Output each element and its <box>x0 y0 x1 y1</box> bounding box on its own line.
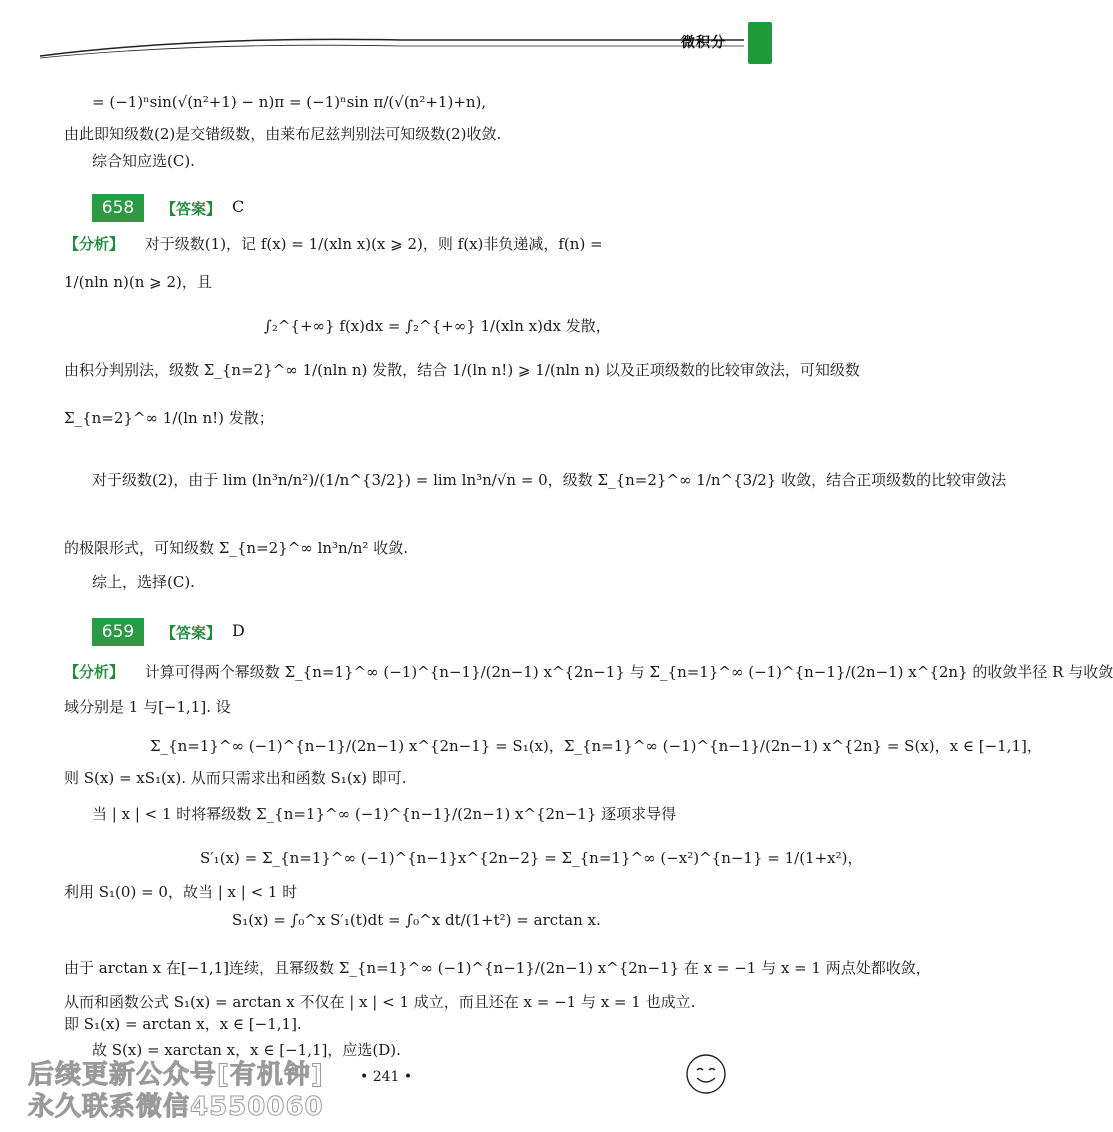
integral-line: S₁(x) = ∫₀^x S′₁(t)dt = ∫₀^x dt/(1+t²) = arctan x. <box>232 911 601 929</box>
analysis-line-4: 由积分判别法，级数 Σ_{n=2}^∞ 1/(nln n) 发散，结合 1/(ln n!) ⩾ 1/(nln n) 以及正项级数的比较审敛法，可知级数 <box>64 361 860 379</box>
analysis-label: 【分析】 <box>64 235 125 253</box>
definition-line: Σ_{n=1}^∞ (−1)^{n−1}/(2n−1) x^{2n−1} = S₁(x)，Σ_{n=1}^∞ (−1)^{n−1}/(2n−1) x^{2n} = S(x)，x ∈ [−1,1]， <box>150 737 1042 755</box>
analysis-text: 计算可得两个幂级数 Σ_{n=1}^∞ (−1)^{n−1}/(2n−1) x^{2n−1} 与 Σ_{n=1}^∞ (−1)^{n−1}/(2n−1) x^{2n} 的收敛半径 R 与收敛 <box>144 663 1113 681</box>
analysis-line-5: 当 | x | < 1 时将幂级数 Σ_{n=1}^∞ (−1)^{n−1}/(2n−1) x^{2n−1} 逐项求导得 <box>92 805 677 823</box>
watermark-line-2: 永久联系微信4550060 <box>28 1092 324 1122</box>
analysis-line-1 <box>64 662 1113 682</box>
analysis-line-10: 从而和函数公式 S₁(x) = arctan x 不仅在 | x | < 1 成立，而且还在 x = −1 与 x = 1 也成立. <box>64 993 696 1011</box>
analysis-line-9: 由于 arctan x 在[−1,1]连续，且幂级数 Σ_{n=1}^∞ (−1)^{n−1}/(2n−1) x^{2n−1} 在 x = −1 与 x = 1 两点处都收敛， <box>64 959 931 977</box>
watermark-line-1: 后续更新公众号[有机钟] <box>28 1060 324 1090</box>
analysis-line-8: 综上，选择(C). <box>92 573 195 591</box>
analysis-line-2: 域分别是 1 与[−1,1]. 设 <box>64 698 231 716</box>
section-title: 微积分 <box>681 35 726 51</box>
analysis-text: 对于级数(1)，记 f(x) = 1/(xln x)(x ⩾ 2)，则 f(x)非负递减，f(n) = <box>144 235 603 253</box>
equation-text: = (−1)ⁿsin(√(n²+1) − n)π = (−1)ⁿsin π/(√(n²+1)+n), <box>92 93 487 111</box>
analysis-line-6: 对于级数(2)，由于 lim (ln³n/n²)/(1/n^{3/2}) = lim ln³n/√n = 0，级数 Σ_{n=2}^∞ 1/n^{3/2} 收敛，结合正项级数的比较审敛法 <box>92 471 1007 489</box>
equation-line <box>92 92 486 112</box>
analysis-line-4: 则 S(x) = xS₁(x). 从而只需求出和函数 S₁(x) 即可. <box>64 769 407 787</box>
question-number-badge: 659 <box>92 618 144 646</box>
analysis-line-12: 故 S(x) = xarctan x，x ∈ [−1,1]，应选(D). <box>92 1041 401 1059</box>
answer-value: C <box>232 197 245 216</box>
page-number: • 241 • <box>360 1069 413 1085</box>
summary-line: 综合知应选(C). <box>92 152 195 170</box>
analysis-line-7: 利用 S₁(0) = 0，故当 | x | < 1 时 <box>64 883 298 901</box>
section-tab <box>748 22 772 64</box>
integral-line: ∫₂^{+∞} f(x)dx = ∫₂^{+∞} 1/(xln x)dx 发散， <box>264 317 611 335</box>
question-number-badge: 658 <box>92 194 144 222</box>
answer-value: D <box>232 621 245 640</box>
analysis-line-11: 即 S₁(x) = arctan x，x ∈ [−1,1]. <box>64 1015 302 1033</box>
analysis-line-7: 的极限形式，可知级数 Σ_{n=2}^∞ ln³n/n² 收敛. <box>64 539 408 557</box>
analysis-line-1 <box>64 234 603 254</box>
answer-label: 【答案】 <box>161 624 222 642</box>
analysis-line-5: Σ_{n=2}^∞ 1/(ln n!) 发散； <box>64 409 274 427</box>
answer-label: 【答案】 <box>161 200 222 218</box>
smiley-icon <box>684 1052 728 1096</box>
derivative-line: S′₁(x) = Σ_{n=1}^∞ (−1)^{n−1}x^{2n−2} = Σ_{n=1}^∞ (−x²)^{n−1} = 1/(1+x²)， <box>200 849 863 867</box>
analysis-line-2: 1/(nln n)(n ⩾ 2)，且 <box>64 273 212 291</box>
analysis-label: 【分析】 <box>64 663 125 681</box>
conclusion-line: 由此即知级数(2)是交错级数，由莱布尼兹判别法可知级数(2)收敛. <box>64 125 502 143</box>
header-rule <box>0 0 800 70</box>
